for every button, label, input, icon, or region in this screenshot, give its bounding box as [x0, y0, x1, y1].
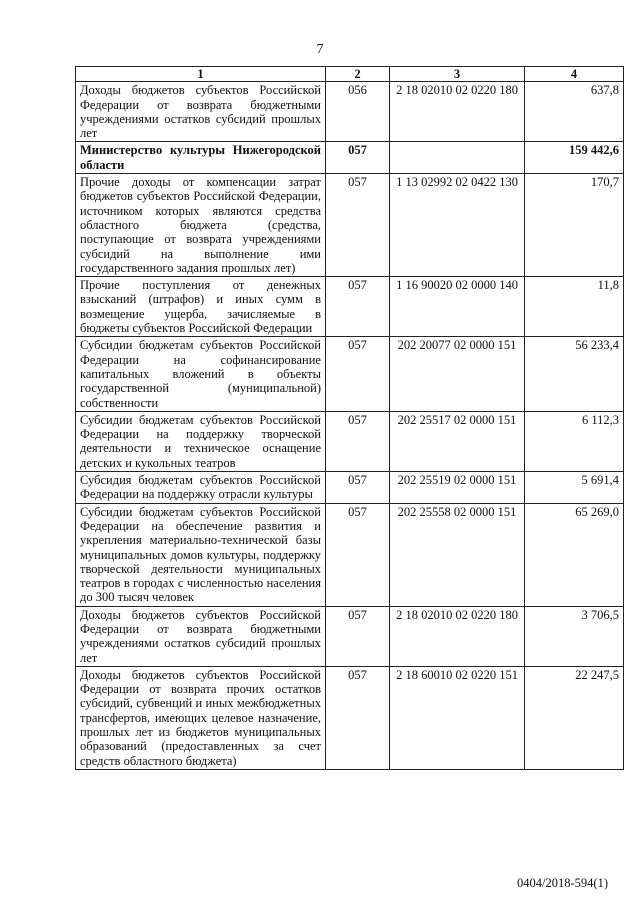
table-row: [76, 277, 624, 337]
table-row: [76, 411, 624, 471]
row-amount: 6 112,3: [525, 411, 624, 471]
row-name: Министерство культуры Нижегородской области: [76, 142, 326, 174]
row-amount: 5 691,4: [525, 472, 624, 504]
row-name: Субсидии бюджетам субъектов Российской Федерации на обеспечение развития и укрепления материально-технической базы муниципальных домов культуры, поддержку творческой деятельности муниципальных театров в городах с численностью населения до 300 тысяч человек: [76, 503, 326, 606]
row-budget-code: 1 16 90020 02 0000 140: [390, 277, 525, 337]
row-budget-code: 202 25558 02 0000 151: [390, 503, 525, 606]
budget-revenue-table: [75, 66, 624, 770]
row-name: Прочие поступления от денежных взысканий (штрафов) и иных сумм в возмещение ущерба, зачисляемые в бюджеты субъектов Российской Федерации: [76, 277, 326, 337]
table-row: [76, 666, 624, 769]
row-admin-code: 057: [326, 337, 390, 411]
row-admin-code: 057: [326, 472, 390, 504]
row-name: Субсидия бюджетам субъектов Российской Федерации на поддержку отрасли культуры: [76, 472, 326, 504]
row-admin-code: 056: [326, 82, 390, 142]
row-budget-code: 202 25519 02 0000 151: [390, 472, 525, 504]
row-budget-code: 202 25517 02 0000 151: [390, 411, 525, 471]
row-name: Доходы бюджетов субъектов Российской Федерации от возврата бюджетными учреждениями остатков субсидий прошлых лет: [76, 82, 326, 142]
page-number: 7: [316, 42, 324, 57]
table-row: [76, 174, 624, 277]
row-admin-code: 057: [326, 142, 390, 174]
column-header-3: 3: [390, 67, 525, 82]
row-budget-code: 1 13 02992 02 0422 130: [390, 174, 525, 277]
row-amount: 11,8: [525, 277, 624, 337]
row-amount: 65 269,0: [525, 503, 624, 606]
row-amount: 56 233,4: [525, 337, 624, 411]
row-admin-code: 057: [326, 503, 390, 606]
row-amount: 22 247,5: [525, 666, 624, 769]
table-row: [76, 472, 624, 504]
column-header-2: 2: [326, 67, 390, 82]
row-budget-code: 2 18 02010 02 0220 180: [390, 606, 525, 666]
document-code: 0404/2018-594(1): [517, 876, 608, 890]
row-amount: 637,8: [525, 82, 624, 142]
row-admin-code: 057: [326, 411, 390, 471]
column-header-1: 1: [76, 67, 326, 82]
row-admin-code: 057: [326, 174, 390, 277]
row-amount: 3 706,5: [525, 606, 624, 666]
row-name: Доходы бюджетов субъектов Российской Федерации от возврата прочих остатков субсидий, субвенций и иных межбюджетных трансфертов, имеющих целевое назначение, прошлых лет из бюджетов муниципальных образований (предоставленных за счет средств областного бюджета): [76, 666, 326, 769]
row-name: Прочие доходы от компенсации затрат бюджетов субъектов Российской Федерации, источником которых являются средства областного бюджета (средства, поступающие от возврата учреждениями субсидий на выполнение ими государственного задания прошлых лет): [76, 174, 326, 277]
table-row: [76, 337, 624, 411]
row-name: Доходы бюджетов субъектов Российской Федерации от возврата бюджетными учреждениями остатков субсидий прошлых лет: [76, 606, 326, 666]
row-admin-code: 057: [326, 606, 390, 666]
table-row: [76, 606, 624, 666]
table-row: [76, 503, 624, 606]
row-amount: 159 442,6: [525, 142, 624, 174]
row-admin-code: 057: [326, 277, 390, 337]
row-admin-code: 057: [326, 666, 390, 769]
row-budget-code: 2 18 02010 02 0220 180: [390, 82, 525, 142]
table-row: [76, 82, 624, 142]
row-name: Субсидии бюджетам субъектов Российской Федерации на поддержку творческой деятельности и техническое оснащение детских и кукольных театров: [76, 411, 326, 471]
table-header-row: [76, 67, 624, 82]
row-budget-code: [390, 142, 525, 174]
table-row-ministry: [76, 142, 624, 174]
column-header-4: 4: [525, 67, 624, 82]
row-budget-code: 2 18 60010 02 0220 151: [390, 666, 525, 769]
row-budget-code: 202 20077 02 0000 151: [390, 337, 525, 411]
row-amount: 170,7: [525, 174, 624, 277]
row-name: Субсидии бюджетам субъектов Российской Федерации на софинансирование капитальных вложений в объекты государственной (муниципальной) собственности: [76, 337, 326, 411]
